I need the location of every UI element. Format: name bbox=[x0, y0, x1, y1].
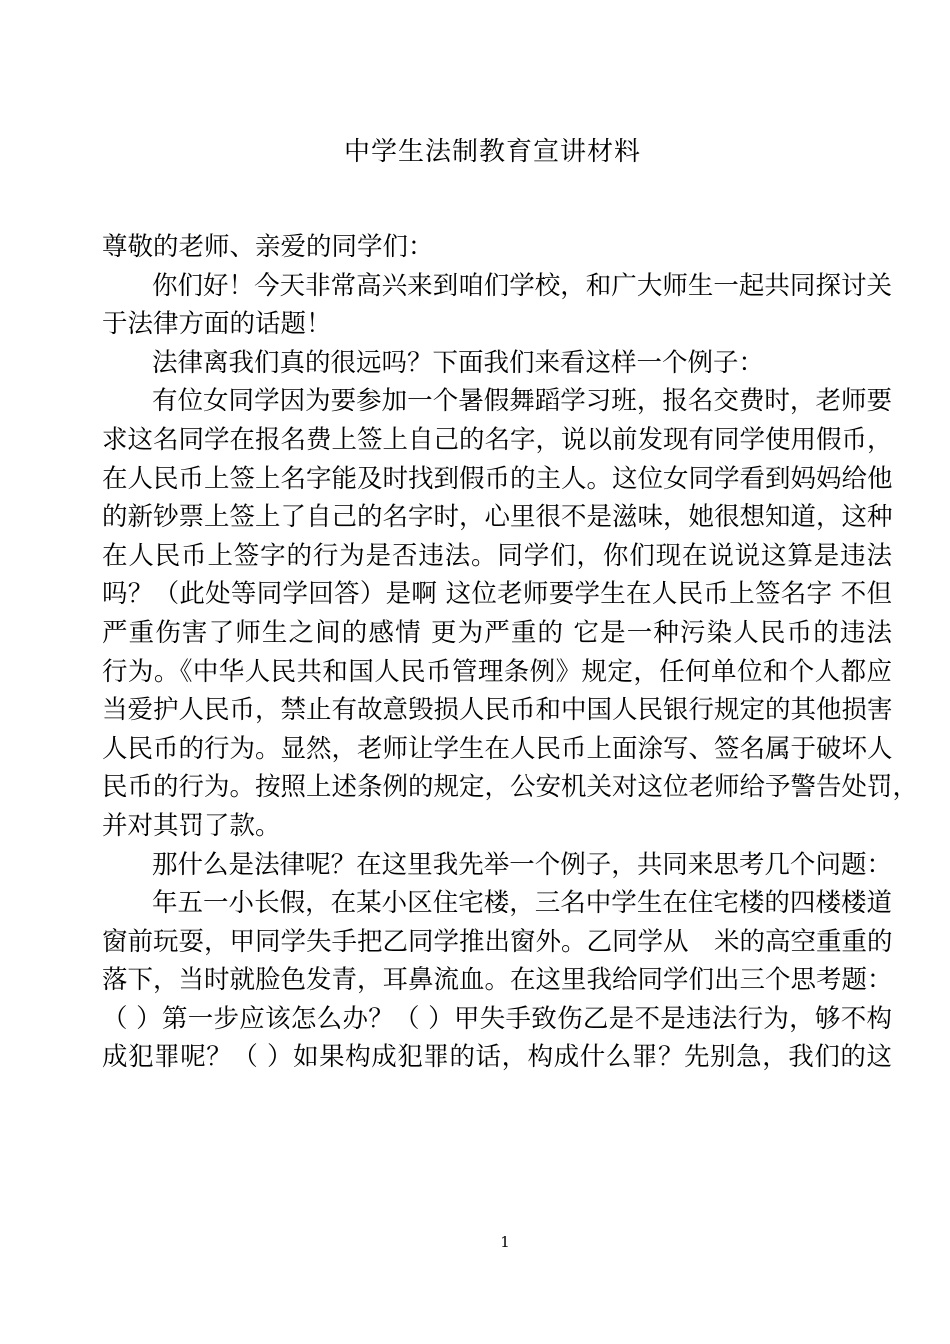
text-line: 落下，当时就脸色发青，耳鼻流血。在这里我给同学们出三个思考题： bbox=[102, 965, 893, 996]
text-line: 窗前玩耍，甲同学失手把乙同学推出窗外。乙同学从 米的高空重重的 bbox=[102, 926, 893, 957]
text-line: 严重伤害了师生之间的感情 更为严重的 它是一种污染人民币的违法 bbox=[102, 617, 892, 648]
text-line: （ ）第一步应该怎么办？（ ）甲失手致伤乙是不是违法行为，够不构 bbox=[102, 1003, 892, 1034]
text-line: 并对其罚了款。 bbox=[102, 810, 281, 841]
text-line: 人民币的行为。显然，老师让学生在人民币上面涂写、签名属于破坏人 bbox=[102, 733, 893, 764]
body-text bbox=[102, 228, 919, 1077]
text-line: 在人民币上签字的行为是否违法。同学们，你们现在说说这算是违法 bbox=[102, 540, 892, 571]
text-line: 求这名同学在报名费上签上自己的名字，说以前发现有同学使用假币， bbox=[102, 424, 893, 455]
text-line: 那什么是法律呢？在这里我先举一个例子，共同来思考几个问题： bbox=[152, 849, 892, 880]
text-line: 年五一小长假，在某小区住宅楼，三名中学生在住宅楼的四楼楼道 bbox=[152, 888, 892, 919]
text-line: 于法律方面的话题！ bbox=[102, 309, 332, 340]
text-line: 有位女同学因为要参加一个暑假舞蹈学习班，报名交费时，老师要 bbox=[152, 386, 892, 417]
text-line: 成犯罪呢？（ ）如果构成犯罪的话，构成什么罪？先别急，我们的这 bbox=[102, 1042, 892, 1073]
page-number: 1 bbox=[500, 1233, 510, 1251]
text-line: 吗？（此处等同学回答）是啊 这位老师要学生在人民币上签名字 不但 bbox=[102, 579, 892, 610]
text-line: 法律离我们真的很远吗？下面我们来看这样一个例子： bbox=[152, 347, 765, 378]
salutation-line: 尊敬的老师、亲爱的同学们： bbox=[102, 232, 434, 262]
text-line: 你们好！今天非常高兴来到咱们学校，和广大师生一起共同探讨关 bbox=[152, 270, 892, 301]
text-line: 的新钞票上签上了自己的名字时，心里很不是滋味，她很想知道，这种 bbox=[102, 502, 893, 533]
text-line: 当爱护人民币，禁止有故意毁损人民币和中国人民银行规定的其他损害 bbox=[102, 695, 893, 726]
page-title: 中学生法制教育宣讲材料 bbox=[343, 137, 641, 167]
text-line: 民币的行为。按照上述条例的规定，公安机关对这位老师给予警告处罚， bbox=[102, 772, 919, 803]
text-line: 行为。《中华人民共和国人民币管理条例》规定，任何单位和个人都应 bbox=[102, 656, 892, 687]
text-line: 在人民币上签上名字能及时找到假币的主人。这位女同学看到妈妈给他 bbox=[102, 463, 893, 494]
